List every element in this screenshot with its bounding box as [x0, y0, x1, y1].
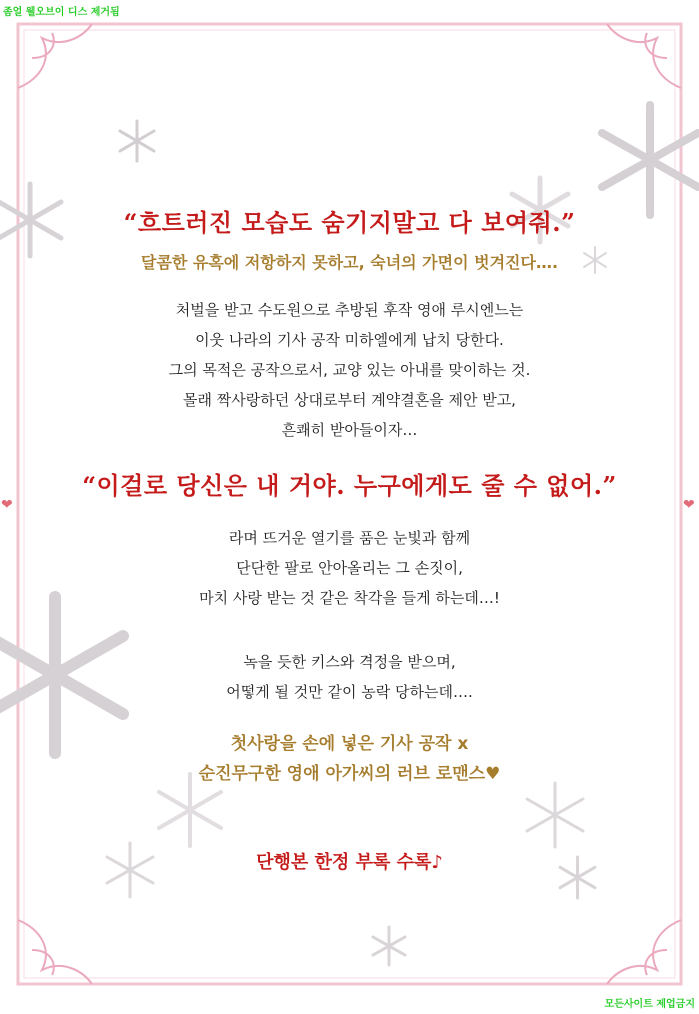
quote-heading-2: “이걸로 당신은 내 거야. 누구에게도 줄 수 없어.”	[82, 471, 617, 500]
paragraph-line: 단단한 팔로 안아올리는 그 손짓이,	[236, 559, 463, 577]
paragraph-line: 흔쾌히 받아들이자…	[281, 421, 418, 439]
subtitle-1: 달콤한 유혹에 저항하지 못하고, 숙녀의 가면이 벗겨진다….	[140, 253, 559, 272]
paragraph-line: 녹을 듯한 키스와 격정을 받으며,	[243, 653, 456, 671]
watermark-bottom: 모든사이트 제업금지	[604, 999, 695, 1010]
paragraph-line: 몰래 짝사랑하던 상대로부터 계약결혼을 제안 받고,	[183, 391, 516, 409]
paragraph-line: 마치 사랑 받는 것 같은 착각을 들게 하는데…!	[199, 589, 500, 607]
tagline-line: 첫사랑을 손에 넣은 기사 공작 x	[230, 734, 469, 754]
paragraph-1	[0, 295, 699, 445]
paragraph-line: 라며 뜨거운 열기를 품은 눈빛과 함께	[228, 529, 471, 547]
paragraph-line: 그의 목적은 공작으로서, 교양 있는 아내를 맞이하는 것.	[168, 361, 531, 379]
heart-icon: ❤	[683, 497, 695, 513]
paragraph-2	[0, 523, 699, 613]
tagline-line: 순진무구한 영애 아가씨의 러브 로맨스♥	[198, 764, 501, 784]
tagline	[0, 729, 699, 789]
paragraph-line: 이웃 나라의 기사 공작 미하엘에게 납치 당한다.	[195, 331, 504, 349]
paragraph-3	[0, 647, 699, 707]
heart-icon: ❤	[1, 497, 13, 513]
quote-heading-1: “흐트러진 모습도 숨기지말고 다 보여줘.”	[123, 208, 576, 237]
paragraph-line: 처벌을 받고 수도원으로 추방된 후작 영애 루시엔느는	[175, 301, 524, 319]
watermark-top: 좀얼 웰오브이 디스 제거됨	[3, 7, 120, 18]
paragraph-line: 어떻게 될 것만 같이 농락 당하는데….	[226, 683, 473, 701]
bonus-note: 단행본 한정 부록 수록♪	[256, 852, 443, 873]
